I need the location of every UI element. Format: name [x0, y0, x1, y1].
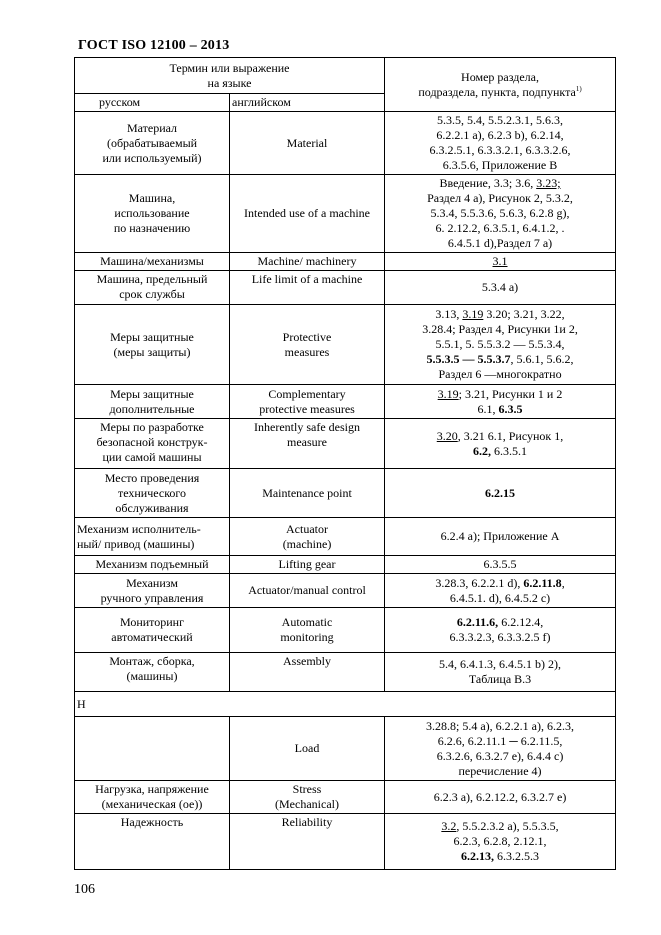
- term-russian-cell: [75, 253, 230, 271]
- term-english-line: Inherently safe design: [254, 420, 360, 434]
- term-russian-line: срок службы: [119, 287, 185, 301]
- clause-ref: , 5.5.2.3.2 a), 5.5.3.5,: [456, 819, 559, 833]
- term-russian-line: ручного управления: [100, 590, 204, 605]
- reference-cell: [385, 556, 616, 574]
- reference-cell: [385, 175, 616, 253]
- term-russian-cell: [75, 717, 230, 781]
- clause-ref: 6.2.3, 6.2.8, 2.12.1,: [453, 834, 547, 848]
- term-russian-line: ции самой машины: [102, 450, 202, 464]
- clause-ref: 6.2.2.1 a), 6.2.3 b), 6.2.14,: [436, 128, 564, 142]
- page-number: 106: [74, 882, 95, 897]
- clause-ref-bold: 6.2.11.6,: [456, 615, 499, 629]
- term-english-line: Intended use of a machine: [244, 206, 370, 220]
- reference-line: [387, 764, 613, 779]
- term-russian-line: автоматический: [111, 630, 193, 644]
- clause-ref: 3.13,: [435, 307, 463, 321]
- reference-line: [387, 615, 613, 630]
- reference-line: [387, 576, 613, 591]
- footnote-marker: 1): [575, 84, 582, 93]
- term-english-line: protective measures: [259, 401, 355, 416]
- term-russian-cell: [75, 175, 230, 253]
- reference-line: [387, 657, 613, 672]
- term-russian-line: Машина,: [128, 191, 176, 205]
- header-reference-cell: [385, 58, 616, 112]
- term-english-cell: [230, 271, 385, 305]
- table-row: [75, 653, 616, 692]
- header-ref-text: подраздела, пункта, подпункта: [418, 84, 576, 99]
- term-english-line: Complementary: [268, 386, 346, 401]
- reference-line: [387, 834, 613, 849]
- term-russian-line: обслуживания: [115, 500, 189, 515]
- clause-ref: 6.2.4 a); Приложение А: [440, 529, 560, 543]
- table-row: [75, 781, 616, 814]
- reference-cell: [385, 385, 616, 419]
- term-english-line: Actuator: [286, 521, 328, 536]
- term-russian-line: ный/ привод (машины): [77, 536, 195, 551]
- term-english-cell: [230, 608, 385, 653]
- term-english-line: Machine/ machinery: [257, 254, 357, 268]
- term-english-line: Actuator/manual control: [248, 583, 366, 597]
- term-english-cell: [230, 419, 385, 469]
- clause-ref: 5.3.4 a): [481, 280, 519, 294]
- reference-cell: [385, 271, 616, 305]
- reference-line: [387, 236, 613, 251]
- clause-ref: 6.4.5.1 d),Раздел 7 a): [447, 236, 553, 250]
- reference-cell: [385, 574, 616, 608]
- term-russian-cell: [75, 608, 230, 653]
- clause-ref: Введение, 3.3; 3.6,: [439, 176, 537, 190]
- clause-ref: 5.3.4, 5.5.3.6, 5.6.3, 6.2.8 g),: [430, 206, 570, 220]
- clause-ref: Раздел 6 —многократно: [438, 367, 562, 381]
- term-russian-line: (машины): [126, 669, 178, 683]
- term-english-cell: [230, 717, 385, 781]
- reference-line: [387, 191, 613, 206]
- term-english-line: Stress: [292, 782, 322, 796]
- clause-ref-underlined: 3.19: [462, 307, 484, 321]
- clause-ref-bold: 6.2,: [473, 443, 492, 458]
- clause-ref: 6.3.5.5: [483, 557, 517, 571]
- term-russian-line: Механизм: [126, 575, 178, 590]
- term-russian-cell: [75, 653, 230, 692]
- reference-line: [387, 672, 613, 687]
- reference-line: [387, 352, 613, 367]
- term-english-cell: [230, 112, 385, 175]
- table-row: [75, 305, 616, 385]
- table-row: [75, 175, 616, 253]
- reference-line: [387, 176, 613, 191]
- term-english-cell: [230, 385, 385, 419]
- clause-ref-underlined: 3.23;: [536, 176, 561, 190]
- term-russian-line: Материал: [126, 120, 178, 135]
- term-english-line: Life limit of a machine: [251, 272, 363, 286]
- reference-line: [387, 429, 613, 444]
- clause-ref-bold: 6.2.13,: [461, 849, 495, 863]
- reference-cell: [385, 305, 616, 385]
- term-russian-line: или используемый): [102, 150, 202, 165]
- reference-line: [387, 113, 613, 128]
- header-term-line-1: Термин или выражение: [169, 60, 290, 75]
- term-english-line: Automatic: [281, 615, 333, 629]
- term-english-cell: [230, 814, 385, 870]
- reference-line: [387, 206, 613, 221]
- reference-line: [387, 529, 613, 544]
- term-russian-cell: [75, 271, 230, 305]
- header-language-russian: русском: [75, 94, 230, 112]
- term-russian-cell: [75, 814, 230, 870]
- term-english-line: Material: [286, 135, 328, 150]
- term-english-cell: [230, 253, 385, 271]
- reference-line: [387, 387, 613, 402]
- term-english-line: Reliability: [281, 815, 333, 829]
- term-russian-line: Машина, предельный: [96, 272, 208, 286]
- term-russian-cell: [75, 112, 230, 175]
- clause-ref: 5.5.1, 5. 5.5.3.2 — 5.5.3.4,: [435, 337, 565, 351]
- table-row: [75, 717, 616, 781]
- header-ref-line-2: [387, 85, 613, 100]
- term-russian-line: Надежность: [120, 815, 184, 829]
- term-russian-cell: [75, 574, 230, 608]
- clause-ref: 6.3.2.5.3: [494, 849, 540, 863]
- clause-ref: 5.4, 6.4.1.3, 6.4.5.1 b) 2),: [439, 657, 562, 671]
- reference-line: [387, 486, 613, 501]
- section-letter-row: [75, 692, 616, 717]
- term-russian-cell: [75, 385, 230, 419]
- reference-line: [387, 221, 613, 236]
- reference-line: [387, 307, 613, 322]
- table-row: [75, 271, 616, 305]
- clause-ref: 6.2.3 a), 6.2.12.2, 6.3.2.7 e): [433, 789, 567, 804]
- term-russian-line: Меры по разработке: [100, 420, 204, 434]
- clause-ref: 6.2.12.4,: [498, 615, 544, 629]
- reference-cell: [385, 469, 616, 518]
- table-row: [75, 556, 616, 574]
- reference-cell: [385, 717, 616, 781]
- term-russian-line: (механическая (ое)): [101, 797, 203, 811]
- term-english-cell: [230, 556, 385, 574]
- reference-line: [387, 444, 613, 459]
- term-russian-line: Монтаж, сборка,: [109, 654, 195, 668]
- clause-ref: 6.4.5.1. d), 6.4.5.2 c): [449, 590, 551, 605]
- clause-ref: Раздел 4 a), Рисунок 2, 5.3.2,: [427, 191, 573, 205]
- reference-line: [387, 158, 613, 173]
- reference-cell: [385, 814, 616, 870]
- reference-line: [387, 719, 613, 734]
- clause-ref: 6.3.3.2.3, 6.3.3.2.5 f): [449, 630, 551, 644]
- table-row: [75, 469, 616, 518]
- term-english-cell: [230, 518, 385, 556]
- clause-ref: 6. 2.12.2, 6.3.5.1, 6.4.1.2, .: [435, 221, 565, 235]
- clause-ref: , 5.6.1, 5.6.2,: [510, 352, 574, 366]
- term-russian-line: по назначению: [113, 221, 191, 235]
- clause-ref: ,: [561, 575, 565, 590]
- section-letter: Н: [75, 692, 616, 717]
- term-russian-cell: [75, 419, 230, 469]
- reference-line: [387, 143, 613, 158]
- term-russian-line: безопасной конструк-: [96, 435, 208, 449]
- header-term-cell: [75, 58, 385, 94]
- clause-ref-underlined: 3.1: [492, 254, 508, 268]
- clause-ref: 6.2.6, 6.2.11.1 ─ 6.2.11.5,: [437, 733, 563, 748]
- term-russian-line: Меры защитные: [110, 329, 194, 344]
- reference-cell: [385, 608, 616, 653]
- table-row: [75, 385, 616, 419]
- clause-ref: 3.28.8; 5.4 a), 6.2.2.1 a), 6.2.3,: [426, 718, 574, 733]
- term-english-line: Protective: [282, 329, 332, 344]
- clause-ref-bold: 6.3.5: [498, 401, 523, 416]
- clause-ref: ; 3.21, Рисунки 1 и 2: [458, 386, 563, 401]
- term-russian-line: Мониторинг: [119, 615, 185, 629]
- term-english-line: (Mechanical): [275, 797, 339, 811]
- term-russian-line: (обрабатываемый: [106, 135, 198, 150]
- document-title: ГОСТ ISO 12100 – 2013: [78, 38, 230, 53]
- reference-line: [387, 734, 613, 749]
- reference-line: [387, 819, 613, 834]
- reference-line: [387, 790, 613, 805]
- clause-ref: 6.3.5.1: [491, 443, 528, 458]
- clause-ref: Таблица В.3: [468, 672, 532, 686]
- table-row: [75, 574, 616, 608]
- reference-line: [387, 749, 613, 764]
- table-row: [75, 608, 616, 653]
- clause-ref: , 3.21 6.1, Рисунок 1,: [457, 428, 564, 443]
- term-russian-cell: [75, 305, 230, 385]
- reference-line: [387, 367, 613, 382]
- clause-ref: 3.28.4; Раздел 4, Рисунки 1и 2,: [422, 322, 578, 336]
- reference-cell: [385, 253, 616, 271]
- header-language-english: английском: [230, 94, 385, 112]
- clause-ref: 5.3.5, 5.4, 5.5.2.3.1, 5.6.3,: [437, 113, 564, 127]
- table-row: [75, 518, 616, 556]
- term-english-cell: [230, 305, 385, 385]
- clause-ref-bold: 6.2.11.8: [523, 575, 562, 590]
- term-russian-cell: [75, 781, 230, 814]
- clause-ref: 6.3.2.5.1, 6.3.3.2.1, 6.3.3.2.6,: [429, 143, 571, 157]
- term-english-cell: [230, 653, 385, 692]
- reference-line: [387, 280, 613, 295]
- term-russian-line: Машина/механизмы: [100, 254, 204, 268]
- clause-ref-bold: 6.2.15: [485, 485, 516, 500]
- term-russian-cell: [75, 518, 230, 556]
- term-russian-line: Нагрузка, напряжение: [95, 782, 209, 796]
- term-english-line: measure: [287, 435, 327, 449]
- clause-ref: 3.20; 3.21, 3.22,: [483, 307, 565, 321]
- clause-ref-underlined: 3.20: [436, 428, 458, 443]
- clause-ref-underlined: 3.2: [441, 819, 457, 833]
- term-russian-line: Механизм подъемный: [95, 557, 209, 571]
- reference-line: [387, 591, 613, 606]
- reference-line: [387, 322, 613, 337]
- term-russian-cell: [75, 556, 230, 574]
- term-english-cell: [230, 574, 385, 608]
- clause-ref-bold: 5.5.3.5 — 5.5.3.7: [426, 352, 511, 366]
- term-russian-line: Место проведения: [104, 470, 200, 485]
- term-english-line: monitoring: [280, 630, 334, 644]
- reference-line: [387, 402, 613, 417]
- term-english-cell: [230, 469, 385, 518]
- term-russian-line: (меры защиты): [113, 344, 191, 359]
- clause-ref-underlined: 3.19: [437, 386, 459, 401]
- term-english-cell: [230, 781, 385, 814]
- clause-ref: 3.28.3, 6.2.2.1 d),: [435, 575, 524, 590]
- reference-line: [387, 128, 613, 143]
- reference-cell: [385, 518, 616, 556]
- table-row: [75, 814, 616, 870]
- header-ref-line-1: Номер раздела,: [461, 69, 539, 84]
- table-row: [75, 112, 616, 175]
- reference-line: [387, 557, 613, 572]
- reference-cell: [385, 781, 616, 814]
- reference-cell: [385, 112, 616, 175]
- header-term-line-2: на языке: [207, 75, 252, 90]
- reference-cell: [385, 653, 616, 692]
- term-english-line: Assembly: [283, 654, 331, 668]
- reference-line: [387, 630, 613, 645]
- term-russian-line: технического: [117, 485, 187, 500]
- term-english-cell: [230, 175, 385, 253]
- term-russian-line: использование: [114, 206, 190, 220]
- term-russian-cell: [75, 469, 230, 518]
- term-english-line: (machine): [282, 536, 332, 551]
- table-row: [75, 253, 616, 271]
- terms-index-table: [74, 57, 616, 870]
- term-english-line: Lifting gear: [278, 557, 336, 571]
- clause-ref: перечисление 4): [458, 763, 542, 778]
- clause-ref: 6.1,: [477, 401, 499, 416]
- term-russian-line: Механизм исполнитель-: [77, 521, 201, 536]
- clause-ref: 6.3.2.6, 6.3.2.7 e), 6.4.4 c): [436, 748, 564, 763]
- term-english-line: measures: [284, 344, 330, 359]
- reference-cell: [385, 419, 616, 469]
- term-english-line: Load: [294, 741, 320, 755]
- reference-line: [387, 849, 613, 864]
- term-russian-line: дополнительные: [109, 401, 195, 416]
- reference-line: [387, 254, 613, 269]
- reference-line: [387, 337, 613, 352]
- term-russian-line: Меры защитные: [110, 386, 194, 401]
- clause-ref: 6.3.5.6, Приложение В: [442, 158, 558, 172]
- term-english-line: Maintenance point: [262, 485, 352, 500]
- table-row: [75, 419, 616, 469]
